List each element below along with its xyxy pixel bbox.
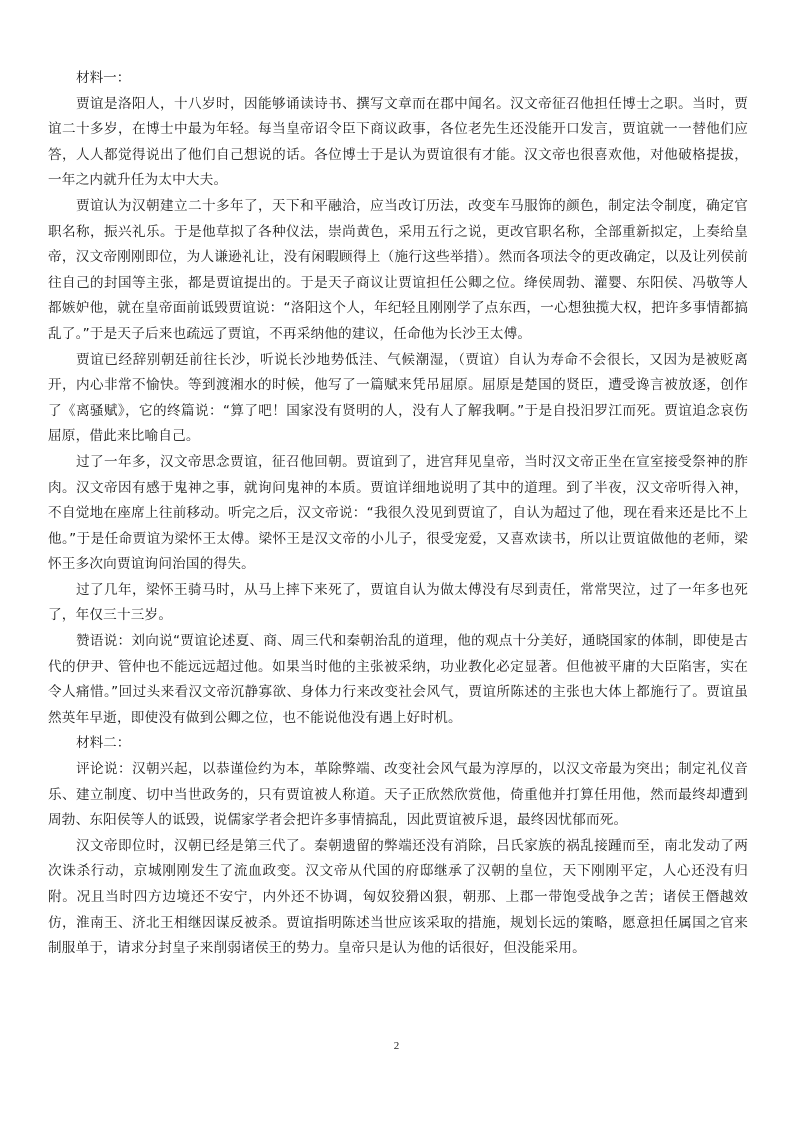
document-body bbox=[48, 66, 748, 962]
material-one-paragraph-1: 贾谊是洛阳人，十八岁时，因能够诵读诗书、撰写文章而在郡中闻名。汉文帝征召他担任博士之职。当时，贾谊二十多岁，在博士中最为年轻。每当皇帝诏令臣下商议政事，各位老先生还没能开口发言，贾谊就一一替他们应答，人人都觉得说出了他们自己想说的话。各位博士于是认为贾谊很有才能。汉文帝也很喜欢他，对他破格提拔，一年之内就升任为太中大夫。 bbox=[48, 95, 748, 189]
material-two-paragraph-2: 汉文帝即位时，汉朝已经是第三代了。秦朝遗留的弊端还没有消除，吕氏家族的祸乱接踵而至，南北发动了两次诛杀行动，京城刚刚发生了流血政变。汉文帝从代国的府邸继承了汉朝的皇位，天下刚刚平定，人心还没有归附。况且当时四方边境还不安宁，内外还不协调，匈奴狡猾凶狠，朝那、上郡一带饱受战争之苦；诸侯王僭越效仿，淮南王、济北王相继因谋反被杀。贾谊指明陈述当世应该采取的措施，规划长远的策略，愿意担任属国之官来制服单于，请求分封皇子来削弱诸侯王的势力。皇帝只是认为他的话很好，但没能采用。 bbox=[48, 837, 748, 957]
material-one-paragraph-6: 赞语说：刘向说“贾谊论述夏、商、周三代和秦朝治乱的道理，他的观点十分美好，通晓国家的体制，即使是古代的伊尹、管仲也不能远远超过他。如果当时他的主张被采纳，功业教化必定显著。但他被平庸的大臣陷害，实在令人痛惜。”回过头来看汉文帝沉静寡欲、身体力行来改变社会风气，贾谊所陈述的主张也大体上都施行了。贾谊虽然英年早逝，即使没有做到公卿之位，也不能说他没有遇上好时机。 bbox=[48, 633, 748, 726]
material-two-paragraph-1: 评论说：汉朝兴起，以恭谨俭约为本，革除弊端、改变社会风气最为淳厚的，以汉文帝最为突出；制定礼仪音乐、建立制度、切中当世政务的，只有贾谊被人称道。天子正欣然欣赏他，倚重他并打算任用他，然而最终却遭到周勃、东阳侯等人的诋毁，说儒家学者会把许多事情搞乱，因此贾谊被斥退，最终因忧郁而死。 bbox=[48, 761, 748, 829]
material-one-heading: 材料一： bbox=[76, 70, 131, 86]
material-one-paragraph-3: 贾谊已经辞别朝廷前往长沙，听说长沙地势低洼、气候潮湿，（贾谊）自认为寿命不会很长，又因为是被贬离开，内心非常不愉快。等到渡湘水的时候，他写了一篇赋来凭吊屈原。屈原是楚国的贤臣，遭受谗言被放逐，创作了《离骚赋》，它的终篇说：“算了吧！国家没有贤明的人，没有人了解我啊。”于是自投汨罗江而死。贾谊追念哀伤屈原，借此来比喻自己。 bbox=[48, 351, 748, 445]
material-one-paragraph-4: 过了一年多，汉文帝思念贾谊，征召他回朝。贾谊到了，进宫拜见皇帝，当时汉文帝正坐在宣室接受祭神的胙肉。汉文帝因有感于鬼神之事，就询问鬼神的本质。贾谊详细地说明了其中的道理。到了半夜，汉文帝听得入神，不自觉地在座席上往前移动。听完之后，汉文帝说：“我很久没见到贾谊了，自认为超过了他，现在看来还是比不上他。”于是任命贾谊为梁怀王太傅。梁怀王是汉文帝的小儿子，很受宠爱，又喜欢读书，所以让贾谊做他的老师，梁怀王多次向贾谊询问治国的得失。 bbox=[48, 453, 748, 573]
material-one-paragraph-5: 过了几年，梁怀王骑马时，从马上摔下来死了，贾谊自认为做太傅没有尽到责任，常常哭泣，过了一年多也死了，年仅三十三岁。 bbox=[48, 581, 748, 624]
page-number: 2 bbox=[393, 1040, 400, 1052]
material-one-paragraph-2: 贾谊认为汉朝建立二十多年了，天下和平融洽，应当改订历法，改变车马服饰的颜色，制定法令制度，确定官职名称，振兴礼乐。于是他草拟了各种仪法，崇尚黄色，采用五行之说，更改官职名称，全部重新拟定，上奏给皇帝，汉文帝刚刚即位，为人谦逊礼让，没有闲暇顾得上（施行这些举措）。然而各项法令的更改确定，以及让列侯前往自己的封国等主张，都是贾谊提出的。于是天子商议让贾谊担任公卿之位。绛侯周勃、灌婴、东阳侯、冯敬等人都嫉妒他，就在皇帝面前诋毁贾谊说：“洛阳这个人，年纪轻且刚刚学了点东西，一心想独揽大权，把许多事情都搞乱了。”于是天子后来也疏远了贾谊，不再采纳他的建议，任命他为长沙王太傅。 bbox=[48, 197, 748, 342]
material-two-heading: 材料二： bbox=[76, 735, 131, 752]
